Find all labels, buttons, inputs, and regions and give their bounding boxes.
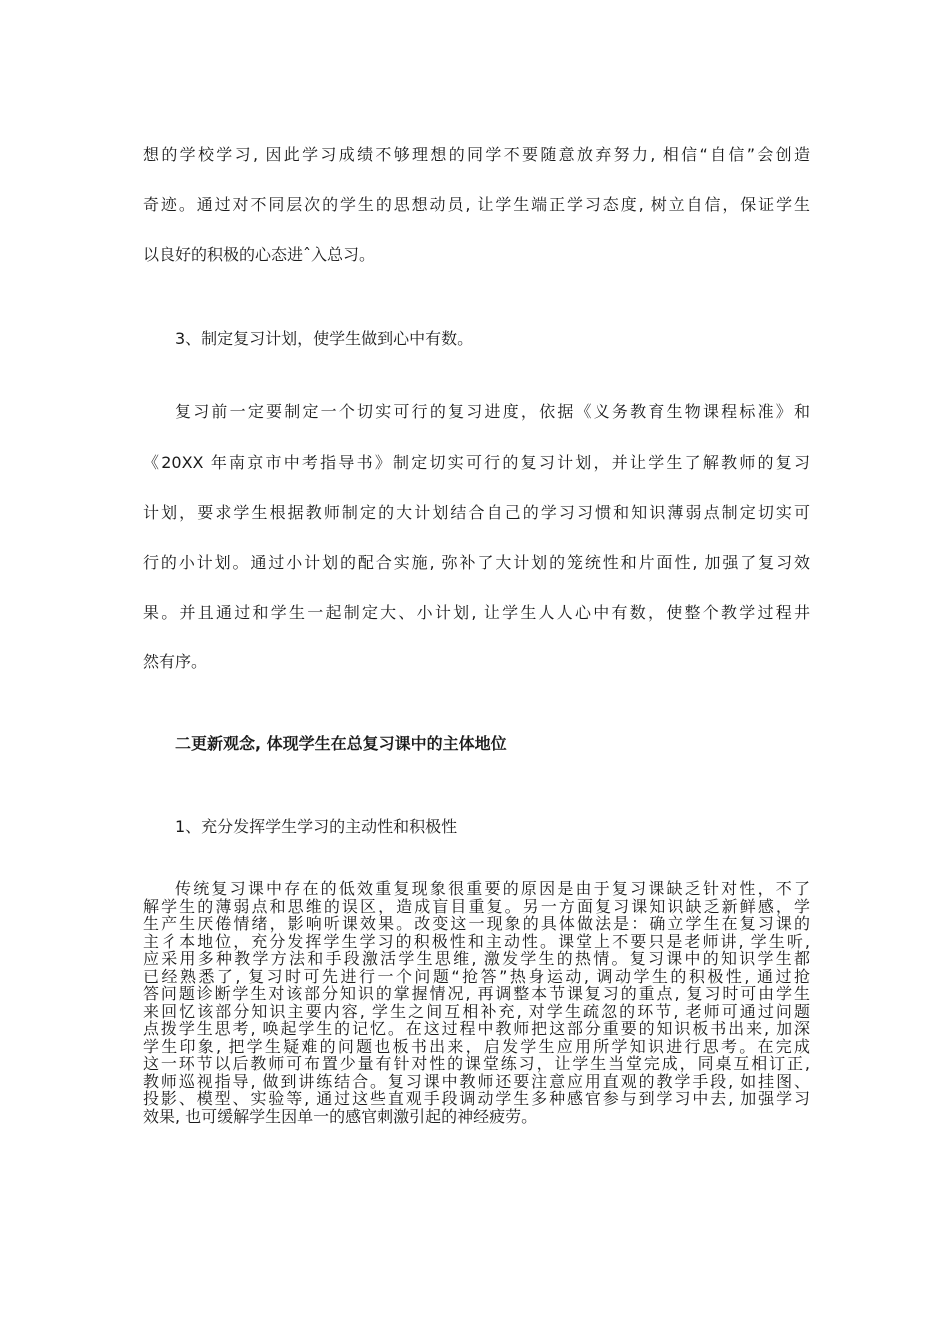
paragraph-line: 主彳本地位，充分发挥学生学习的积极性和主动性。课堂上不要只是老师讲, 学生听, [143,931,810,951]
paragraph-line: 然有序。 [143,652,208,671]
paragraph-line: 解学生的薄弱点和思维的误区，造成盲目重复。另一方面复习课知识缺乏新鲜感，学 [143,896,810,916]
paragraph-line: 传统复习课中存在的低效重复现象很重要的原因是由于复习课缺乏针对性，不了 [175,879,810,898]
paragraph-line: 教师巡视指导, 做到讲练结合。复习课中教师还要注意应用直观的教学手段, 如挂图、 [143,1071,810,1091]
subheading-1: 1、充分发挥学生学习的主动性和积极性 [175,817,458,836]
paragraph-line: 已经熟悉了, 复习时可先进行一个问题“抢答”热身运动, 调动学生的积极性, 通过抢 [143,966,810,986]
paragraph-line: 效果, 也可缓解学生因单一的感官刺激引起的神经疲劳。 [143,1106,538,1126]
paragraph-line: 复习前一定要制定一个切实可行的复习进度，依据《义务教育生物课程标准》和 [175,402,810,421]
paragraph-line: 《20XX 年南京市中考指导书》制定切实可行的复习计划，并让学生了解教师的复习 [143,453,810,472]
paragraph-line: 以良好的积极的心态进ˆ入总习。 [143,245,376,264]
dense-paragraph [143,880,810,1125]
subheading-3: 3、制定复习计划，使学生做到心中有数。 [175,329,474,348]
paragraph-line: 投影、模型、实验等, 通过这些直观手段调动学生多种感官参与到学习中去, 加强学习 [143,1089,810,1108]
paragraph-line: 学生印象, 把学生疑难的问题也板书出来，启发学生应用所学知识进行思考。在完成 [143,1036,810,1056]
paragraph-line: 想的学校学习, 因此学习成绩不够理想的同学不要随意放弃努力, 相信“自信”会创造 [143,145,810,164]
paragraph-line: 果。并且通过和学生一起制定大、小计划, 让学生人人心中有数，使整个教学过程井 [143,603,810,622]
paragraph-line: 应采用多种教学方法和手段激活学生思维, 激发学生的热情。复习课中的知识学生都 [143,949,810,968]
paragraph-line: 行的小计划。通过小计划的配合实施, 弥补了大计划的笼统性和片面性, 加强了复习效 [143,553,810,572]
paragraph-line: 来回忆该部分知识主要内容, 学生之间互相补充, 对学生疏忽的环节, 老师可通过问题 [143,1001,810,1021]
paragraph-line: 答问题诊断学生对该部分知识的掌握情况, 再调整本节课复习的重点, 复习时可由学生 [143,984,810,1003]
paragraph-line: 生产生厌倦情绪，影响听课效果。改变这一现象的具体做法是：确立学生在复习课的 [143,914,810,933]
paragraph-line: 奇迹。通过对不同层次的学生的思想动员, 让学生端正学习态度, 树立自信，保证学生 [143,195,810,214]
paragraph-line: 计划，要求学生根据教师制定的大计划结合自己的学习习惯和知识薄弱点制定切实可 [143,503,810,522]
section-title: 二更新观念, 体现学生在总复习课中的主体地位 [175,734,507,753]
paragraph-line: 这一环节以后教师可布置少量有针对性的课堂练习，让学生当堂完成，同桌互相订正, [143,1054,810,1073]
paragraph-line: 点拨学生思考, 唤起学生的记忆。在这过程中教师把这部分重要的知识板书出来, 加深 [143,1019,810,1038]
